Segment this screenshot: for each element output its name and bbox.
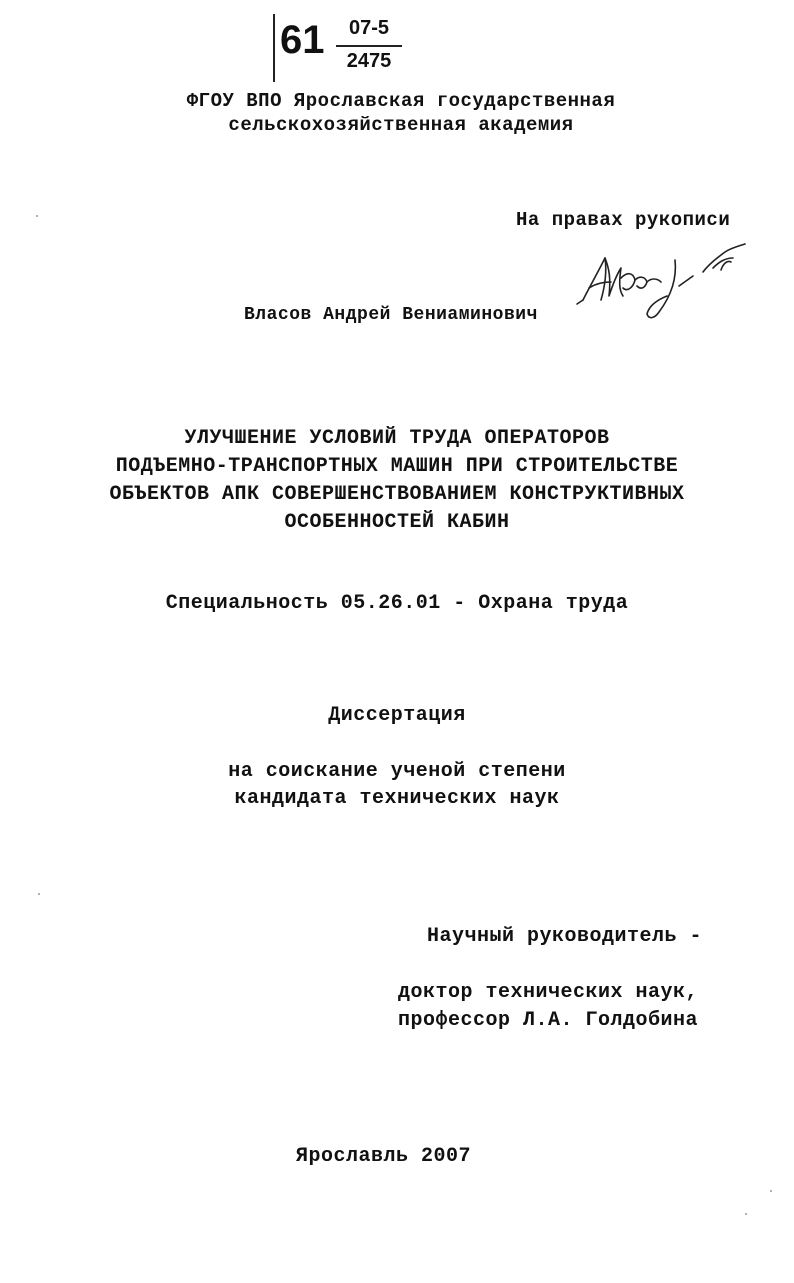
institution-line-1: ФГОУ ВПО Ярославская государственная <box>186 90 616 112</box>
scan-speck <box>36 215 38 217</box>
title-line-3: ОБЪЕКТОВ АПК СОВЕРШЕНСТВОВАНИЕМ КОНСТРУКТИВНЫХ <box>109 483 685 506</box>
title-line-1: УЛУЧШЕНИЕ УСЛОВИЙ ТРУДА ОПЕРАТОРОВ <box>184 427 610 450</box>
rights-note: На правах рукописи <box>516 209 731 231</box>
institution-line-2: сельскохозяйственная академия <box>228 114 574 136</box>
signature-image <box>575 238 750 328</box>
title-line-4: ОСОБЕННОСТЕЙ КАБИН <box>284 511 510 534</box>
specialty: Специальность 05.26.01 - Охрана труда <box>165 592 629 615</box>
stamp-fraction-bottom: 2475 <box>346 50 392 72</box>
scan-speck <box>38 893 40 895</box>
scan-speck <box>770 1190 772 1192</box>
stamp-bar <box>273 14 275 82</box>
city-year: Ярославль 2007 <box>296 1145 472 1168</box>
degree-line-2: кандидата технических наук <box>234 787 560 810</box>
supervisor-label: Научный руководитель - <box>427 925 703 948</box>
title-line-2: ПОДЪЕМНО-ТРАНСПОРТНЫХ МАШИН ПРИ СТРОИТЕЛЬСТВЕ <box>115 455 679 478</box>
author-name: Власов Андрей Вениаминович <box>244 305 538 325</box>
stamp-fraction-top: 07-5 <box>348 17 390 39</box>
stamp-number: 61 <box>280 18 325 62</box>
supervisor-line-2: профессор Л.А. Голдобина <box>398 1009 699 1032</box>
scan-speck <box>745 1213 747 1215</box>
supervisor-line-1: доктор технических наук, <box>398 981 699 1004</box>
document-type: Диссертация <box>328 704 466 727</box>
degree-line-1: на соискание ученой степени <box>228 760 566 783</box>
